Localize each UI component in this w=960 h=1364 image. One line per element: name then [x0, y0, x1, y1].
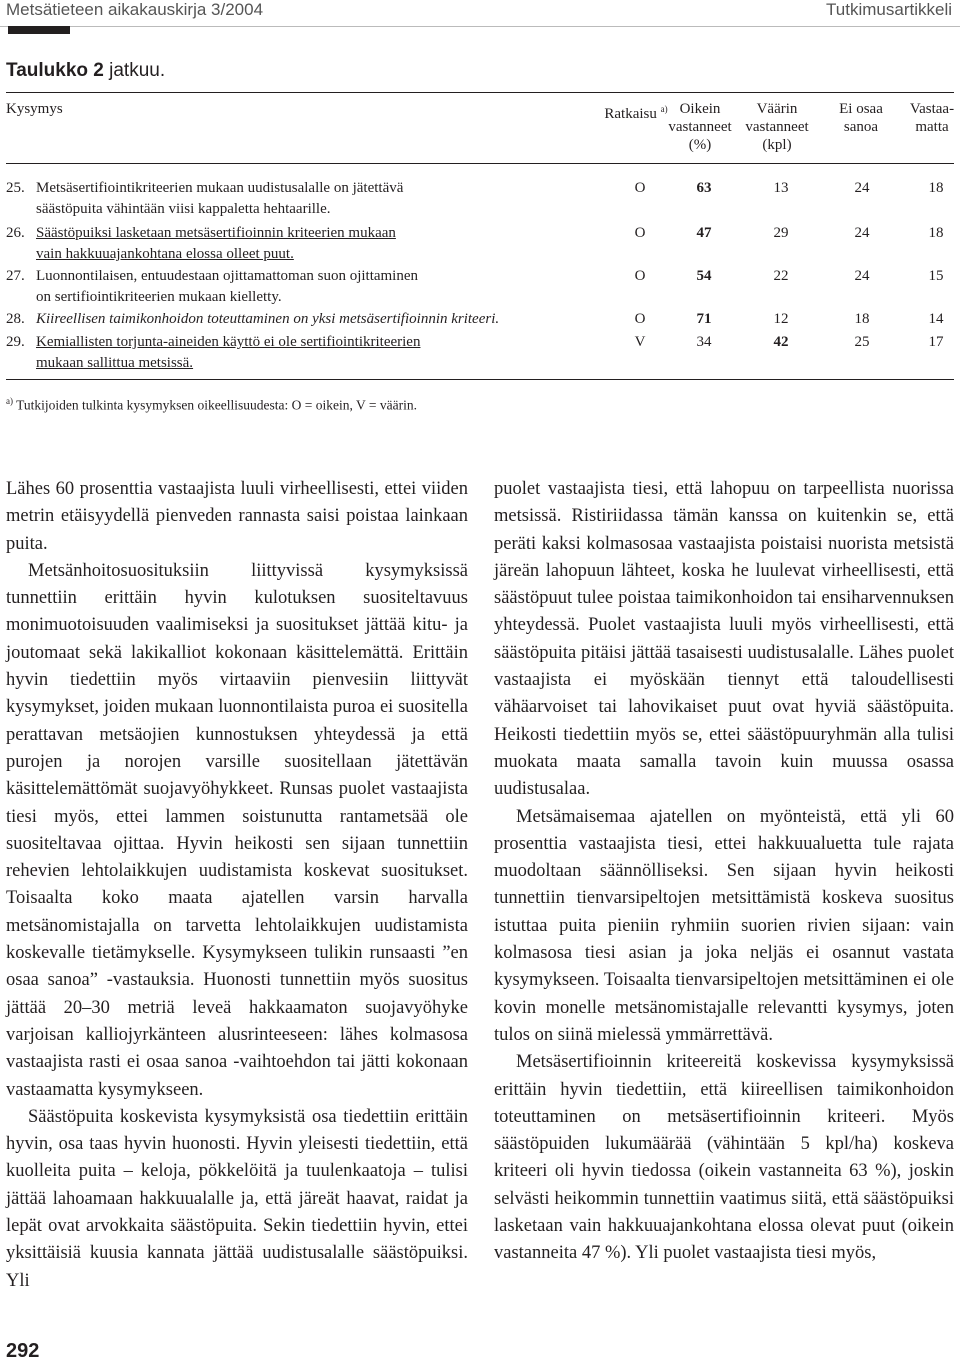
row-wrong: 22: [773, 268, 789, 284]
paragraph: Lähes 60 prosenttia vastaajista luuli virheellisesti, ettei viiden metrin etäisyydellä pienveden rannasta saisi poistaa lainkaan puita.: [6, 479, 468, 554]
col-header-correct-line: Oikein: [679, 101, 721, 117]
row-wrong: 13: [773, 180, 789, 196]
row-noanswer: 15: [928, 268, 944, 284]
row-number: 27.: [6, 268, 25, 284]
col-header-answer-text: Ratkaisu: [604, 106, 657, 122]
col-header-dunno-line: Ei osaa: [839, 101, 883, 117]
paragraph: Säästöpuita koskevista kysymyksistä osa tiedettiin erittäin hyvin, osa taas hyvin huonosti. Hyvin yleisesti tiedettiin, että kuolleita puita – keloja, pökkelöitä ja tuulenkaatoja – tulisi jättää lahoamaan hakkuualalle ja, että järeät haavat, raidat ja lepät ovat arvokkaita säästöpuita. Sekin tiedettiin hyvin, ettei yksittäisiä kuusia kannata jättää uudistusalalle säästöpuiksi. Yli: [6, 1106, 468, 1291]
row-number: 29.: [6, 334, 25, 350]
row-wrong: 42: [773, 334, 789, 350]
row-question-line: vain hakkuuajankohtana elossa olleet puut.: [36, 246, 294, 262]
row-correct: 34: [696, 334, 712, 350]
body-column-right: [494, 476, 954, 1268]
body-column-left: [6, 476, 468, 1295]
row-noanswer: 18: [928, 225, 944, 241]
paragraph: Metsäsertifioinnin kriteereitä koskevissa kysymyksissä erittäin hyvin tiedettiin, että kiireellisen taimikonhoidon toteuttaminen on metsäsertifioinnin kriteeri. Myös säästöpuiden lukumäärää (vähintään 5 kpl/ha) koskeva kriteeri oli hyvin tiedossa (oikein vastanneita 63 %), joskin selvästi heikommin tunnettiin vaatimus siitä, että säästöpuiksi lasketaan vain hakkuuajankohtana elossa olevat puut (oikein vastanneita 47 %). Yli puolet vastaajista tiesi myös,: [494, 1052, 954, 1264]
col-header-noanswer-line: matta: [915, 119, 949, 135]
header-rule: [0, 26, 960, 27]
row-noanswer: 18: [928, 180, 944, 196]
table-title: [6, 60, 165, 82]
footnote-text: Tutkijoiden tulkinta kysymyksen oikeellisuudesta: O = oikein, V = väärin.: [13, 397, 417, 413]
row-correct: 54: [696, 268, 712, 284]
row-question: [36, 178, 616, 220]
row-question-line: Kemiallisten torjunta-aineiden käyttö ei ole sertifiointikriteerien: [36, 334, 421, 350]
row-question-line: on sertifiointikriteerien mukaan kielletty.: [36, 289, 282, 305]
row-correct: 63: [696, 180, 712, 196]
row-question-line: mukaan sallittua metsissä.: [36, 355, 194, 371]
footnote-sup: a): [6, 396, 13, 406]
row-question-line: Kiireellisen taimikonhoidon toteuttaminen on yksi metsäsertifioinnin kriteeri.: [36, 311, 500, 327]
col-header-correct: [660, 100, 740, 154]
col-header-answer-sup: a): [660, 104, 668, 114]
row-answer: O: [634, 268, 646, 284]
row-question: [36, 332, 616, 374]
row-wrong: 29: [773, 225, 789, 241]
row-question-line: Säästöpuiksi lasketaan metsäsertifioinnin kriteerien mukaan: [36, 225, 396, 241]
col-header-wrong-line: (kpl): [762, 137, 792, 153]
table-title-rest: jatkuu.: [103, 60, 166, 81]
row-dunno: 18: [854, 311, 870, 327]
col-header-dunno-line: sanoa: [843, 119, 879, 135]
journal-title: Metsätieteen aikakauskirja 3/2004: [6, 0, 264, 19]
row-noanswer: 14: [928, 311, 944, 327]
row-question-line: säästöpuita vähintään viisi kappaletta hehtaarille.: [36, 201, 331, 217]
row-number: 28.: [6, 311, 25, 327]
row-question: [36, 223, 616, 265]
row-question-line: Luonnontilaisen, entuudestaan ojittamattoman suon ojittaminen: [36, 268, 419, 284]
paragraph: puolet vastaajista tiesi, että lahopuu on tarpeellista nuorissa metsissä. Ristiriidassa tämän kanssa on kuitenkin se, että peräti kaksi kolmasosaa vastaajista poistaisi nuorista metsistä järeän lahopuun lähteet, koska he luulevat virheellisesti, että säästöpuut tulee poistaa taimikonhoidon tai ensiharvennuksen yhteydessä. Puolet vastaajista luuli myös virheellisesti, että säästöpuita pitäisi jättää tasaisesti uudistusalalle. Lähes puolet vastaajista ei myöskään tiennyt että taloudellisesti vähäarvoiset tai lahovikaiset puut ovat hyviä säästöpuita. Heikosti tiedettiin myös se, ettei säästöpuuryhmän alla tulisi muokata maata samalla tavoin kuin muussa osassa uudistusalaa.: [494, 479, 954, 800]
row-correct: 71: [696, 311, 712, 327]
row-wrong: 12: [773, 311, 789, 327]
row-question: [36, 266, 616, 308]
row-dunno: 24: [854, 180, 870, 196]
table-title-bold: Taulukko 2: [6, 60, 104, 81]
row-dunno: 24: [854, 268, 870, 284]
col-header-dunno: [826, 100, 896, 136]
table-top-rule: [6, 92, 954, 93]
row-correct: 47: [696, 225, 712, 241]
row-question-line: Metsäsertifiointikriteerien mukaan uudistusalalle on jätettävä: [36, 180, 404, 196]
col-header-correct-line: (%): [688, 137, 712, 153]
table-header-rule: [6, 163, 954, 164]
header-bar: [8, 26, 70, 34]
row-answer: V: [634, 334, 646, 350]
row-noanswer: 17: [928, 334, 944, 350]
paragraph: Metsämaisemaa ajatellen on myönteistä, että yli 60 prosenttia vastaajista tiesi, ettei hakkuualuetta tule rajata muodoltaan säännölliseksi. Sen sijaan hyvin heikosti tunnettiin tienvarsipeltojen metsittämistä koskeva suositus istuttaa puita pieniin ryhmiin suorien rivien sijaan: vain kolmasosa tiesi asian ja joka neljäs ei osannut vastata kysymykseen. Toisaalta tienvarsipeltojen metsittäminen ei ole kovin monelle metsänomistajalle relevantti kysymys, joten tulos on siinä mielessä ymmärrettävä.: [494, 806, 954, 1045]
row-dunno: 25: [854, 334, 870, 350]
table-bottom-rule: [6, 379, 954, 380]
row-answer: O: [634, 180, 646, 196]
row-number: 25.: [6, 180, 25, 196]
row-question: [36, 309, 616, 330]
row-answer: O: [634, 311, 646, 327]
page-number: 292: [6, 1340, 40, 1362]
table-footnote: [6, 396, 417, 414]
col-header-wrong-line: vastanneet: [745, 119, 809, 135]
col-header-correct-line: vastanneet: [668, 119, 732, 135]
col-header-noanswer-line: Vastaa-: [909, 101, 955, 117]
row-number: 26.: [6, 225, 25, 241]
paragraph: Metsänhoitosuosituksiin liittyvissä kysymyksissä tunnettiin erittäin hyvin kulotuksen suositeltavuus monimuotoisuuden vaalimiseksi ja suositukset jättää kitu- ja joutomaat sekä lakikalliot kokonaan käsittelemättä. Erittäin hyvin tiedettiin myös virtaaviin pienvesiin liittyvät kysymykset, joiden mukaan luonnontilaista puroa ei suositella perattavan metsäojien kunnostuksen yhteydessä ja että purojen ja norojen varsille suositellaan jätettävän käsittelemättömät suojavyöhykkeet. Runsas puolet vastaajista tiesi myös, ettei lammen soistunutta rantametsää ole suositeltavaa ojittaa. Hyvin heikosti sen sijaan tunnettiin rehevien lehtolaikkujen uudistamista koskevat suositukset. Toisaalta koko maata ajatellen varsin harvalla metsänomistajalla on tarvetta lehtolaikkujen uudistamista koskevalle tietämykselle. Kysymykseen tulikin runsaasti ”en osaa sanoa” -vastauksia. Huonosti tunnettiin myös suositus jättää 20–30 metriä leveä hakkaamaton suojavyöhyke varjoisan kalliojyrkänteen alusrinteeseen: lähes kolmasosa vastaajista rasti ei osaa sanoa -vaihtoehdon tai jätti kokonaan vastaamatta kysymykseen.: [6, 560, 468, 1100]
col-header-wrong-line: Väärin: [756, 101, 798, 117]
col-header-noanswer: [904, 100, 960, 136]
row-answer: O: [634, 225, 646, 241]
section-label: Tutkimusartikkeli: [826, 0, 952, 19]
col-header-question: Kysymys: [6, 101, 63, 117]
row-dunno: 24: [854, 225, 870, 241]
col-header-wrong: [735, 100, 819, 154]
